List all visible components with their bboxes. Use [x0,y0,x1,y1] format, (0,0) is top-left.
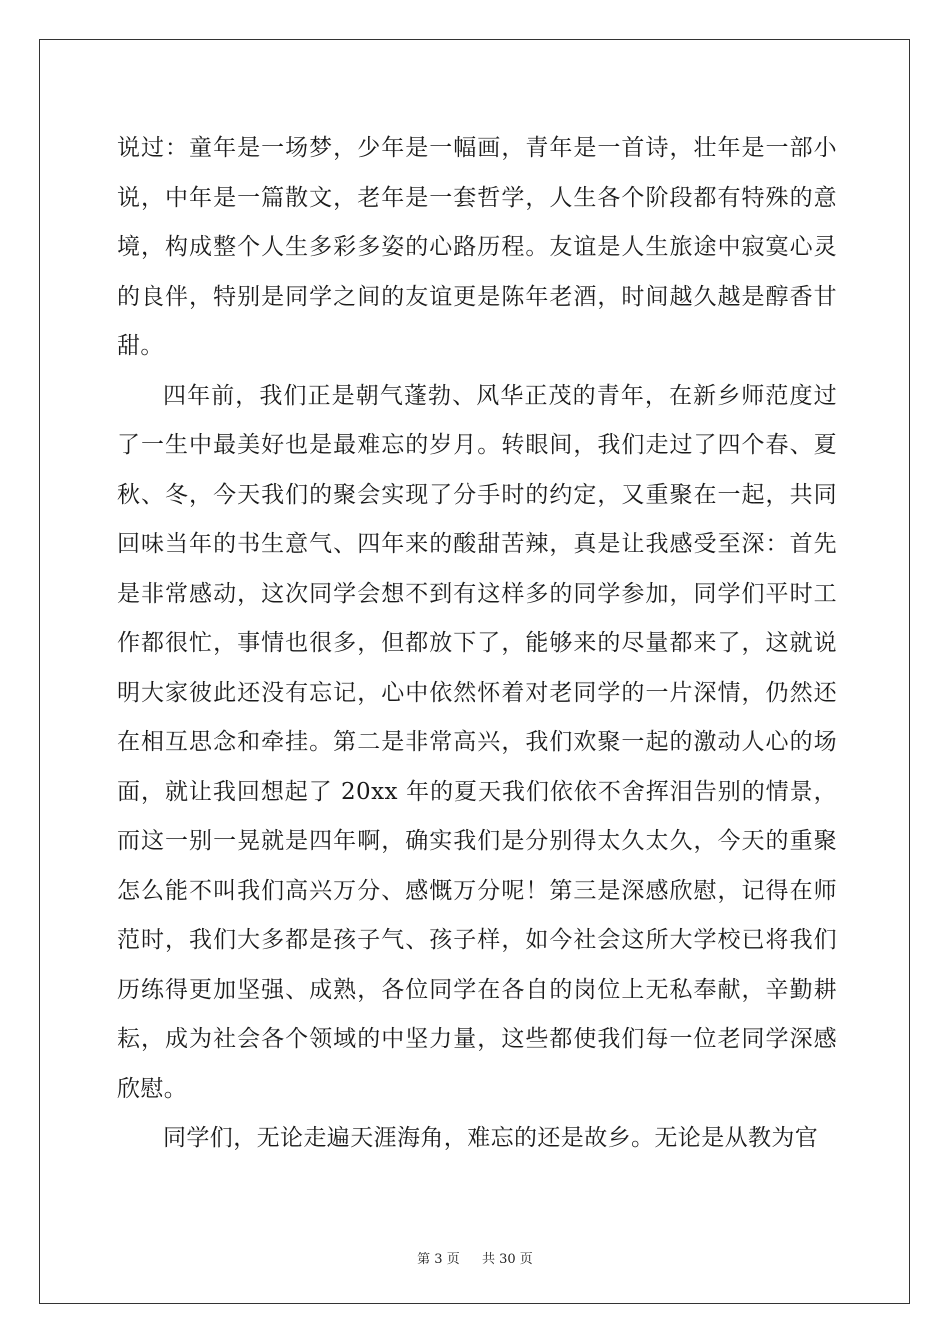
page-total: 共 30 页 [482,1252,533,1267]
page-number: 第 3 页 [417,1252,460,1267]
paragraph-2: 四年前，我们正是朝气蓬勃、风华正茂的青年，在新乡师范度过了一生中最美好也是最难忘的岁月。转眼间，我们走过了四个春、夏秋、冬，今天我们的聚会实现了分手时的约定，又重聚在一起，共同回味当年的书生意气、四年来的酸甜苦辣，真是让我感受至深：首先是非常感动，这次同学会想不到有这样多的同学参加，同学们平时工作都很忙，事情也很多，但都放下了，能够来的尽量都来了，这就说明大家彼此还没有忘记，心中依然怀着对老同学的一片深情，仍然还在相互思念和牵挂。第二是非常高兴，我们欢聚一起的激动人心的场面，就让我回想起了 20xx 年的夏天我们依依不舍挥泪告别的情景，而这一别一晃就是四年啊，确实我们是分别得太久太久，今天的重聚怎么能不叫我们高兴万分、感慨万分呢！第三是深感欣慰，记得在师范时，我们大多都是孩子气、孩子样，如今社会这所大学校已将我们历练得更加坚强、成熟，各位同学在各自的岗位上无私奉献，辛勤耕耘，成为社会各个领域的中坚力量，这些都使我们每一位老同学深感欣慰。 [117,382,837,1102]
page-footer [0,1248,950,1267]
paragraph-3: 同学们，无论走遍天涯海角，难忘的还是故乡。无论是从教为官 [163,1125,819,1151]
document-body [117,124,837,1164]
paragraph-1: 说过：童年是一场梦，少年是一幅画，青年是一首诗，壮年是一部小说，中年是一篇散文，老年是一套哲学，人生各个阶段都有特殊的意境，构成整个人生多彩多姿的心路历程。友谊是人生旅途中寂寞心灵的良伴，特别是同学之间的友谊更是陈年老酒，时间越久越是醇香甘甜。 [117,135,837,359]
